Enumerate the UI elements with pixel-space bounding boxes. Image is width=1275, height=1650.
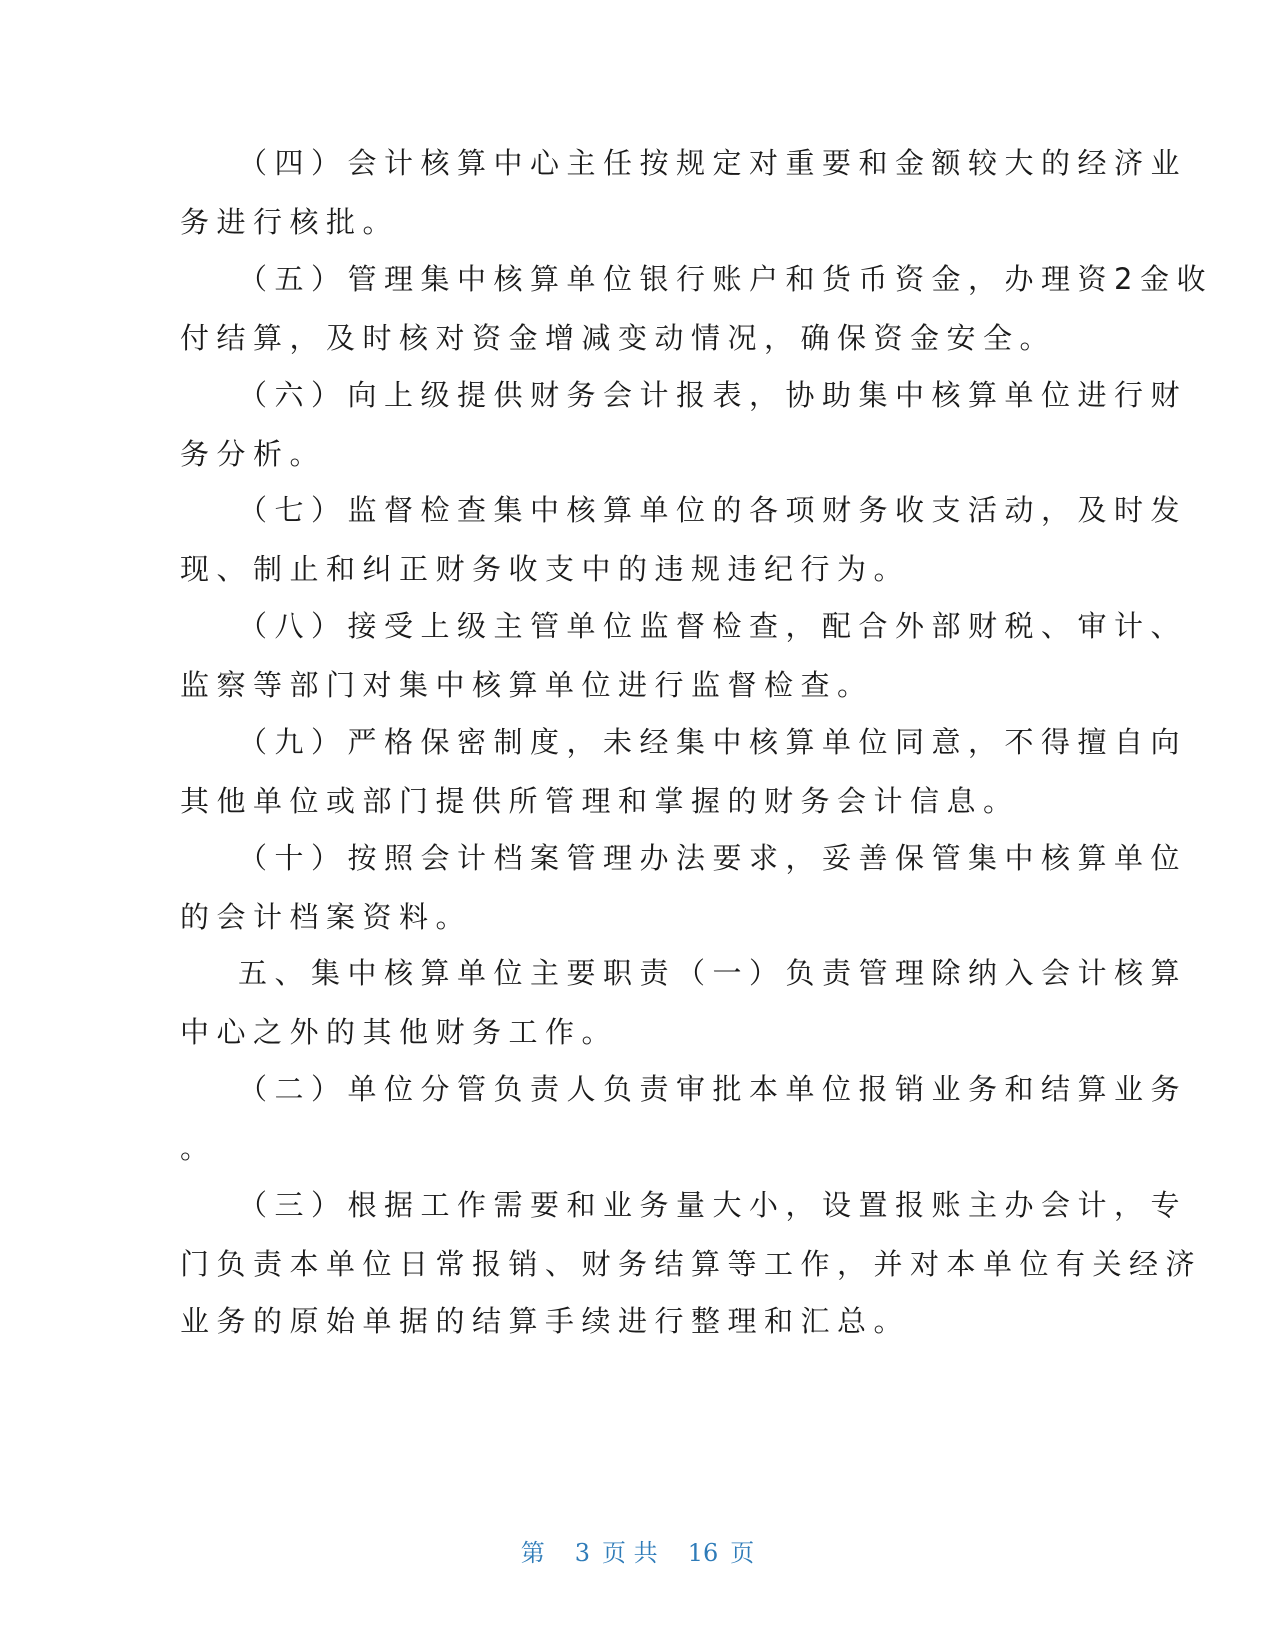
text-line: 付结算，及时核对资金增减变动情况，确保资金安全。 <box>180 321 1057 355</box>
text-line: （六）向上级提供财务会计报表，协助集中核算单位进行财 <box>238 378 1188 412</box>
page-number-footer <box>0 1537 1275 1569</box>
text-line: 务分析。 <box>180 437 327 471</box>
text-line: （四）会计核算中心主任按规定对重要和金额较大的经济业 <box>238 146 1188 180</box>
text-line: 中心之外的其他财务工作。 <box>180 1015 619 1049</box>
text-line: 。 <box>180 1131 217 1165</box>
text-line: （二）单位分管负责人负责审批本单位报销业务和结算业务 <box>238 1072 1188 1106</box>
text-line: 现、制止和纠正财务收支中的违规违纪行为。 <box>180 552 911 586</box>
text-line: 的会计档案资料。 <box>180 900 473 934</box>
text-line: 监察等部门对集中核算单位进行监督检查。 <box>180 668 874 702</box>
text-line: 门负责本单位日常报销、财务结算等工作，并对本单位有关经济 <box>180 1247 1203 1281</box>
text-line: （五）管理集中核算单位银行账户和货币资金，办理资2金收 <box>238 262 1213 296</box>
current-page-number: 3 <box>574 1539 591 1567</box>
total-pages-number: 16 <box>687 1539 719 1567</box>
text-line: （九）严格保密制度，未经集中核算单位同意，不得擅自向 <box>238 725 1188 759</box>
text-line: （七）监督检查集中核算单位的各项财务收支活动，及时发 <box>238 493 1188 527</box>
footer-prefix: 第 <box>520 1539 545 1567</box>
text-line: （八）接受上级主管单位监督检查，配合外部财税、审计、 <box>238 609 1188 643</box>
section-heading-line: 五、集中核算单位主要职责（一）负责管理除纳入会计核算 <box>238 956 1188 990</box>
text-line: 业务的原始单据的结算手续进行整理和汇总。 <box>180 1304 911 1338</box>
text-line: （十）按照会计档案管理办法要求，妥善保管集中核算单位 <box>238 841 1188 875</box>
footer-middle: 页 共 <box>602 1539 658 1567</box>
text-line: （三）根据工作需要和业务量大小，设置报账主办会计，专 <box>238 1188 1188 1222</box>
text-line: 务进行核批。 <box>180 205 400 239</box>
footer-suffix: 页 <box>730 1539 755 1567</box>
text-line: 其他单位或部门提供所管理和掌握的财务会计信息。 <box>180 784 1020 818</box>
